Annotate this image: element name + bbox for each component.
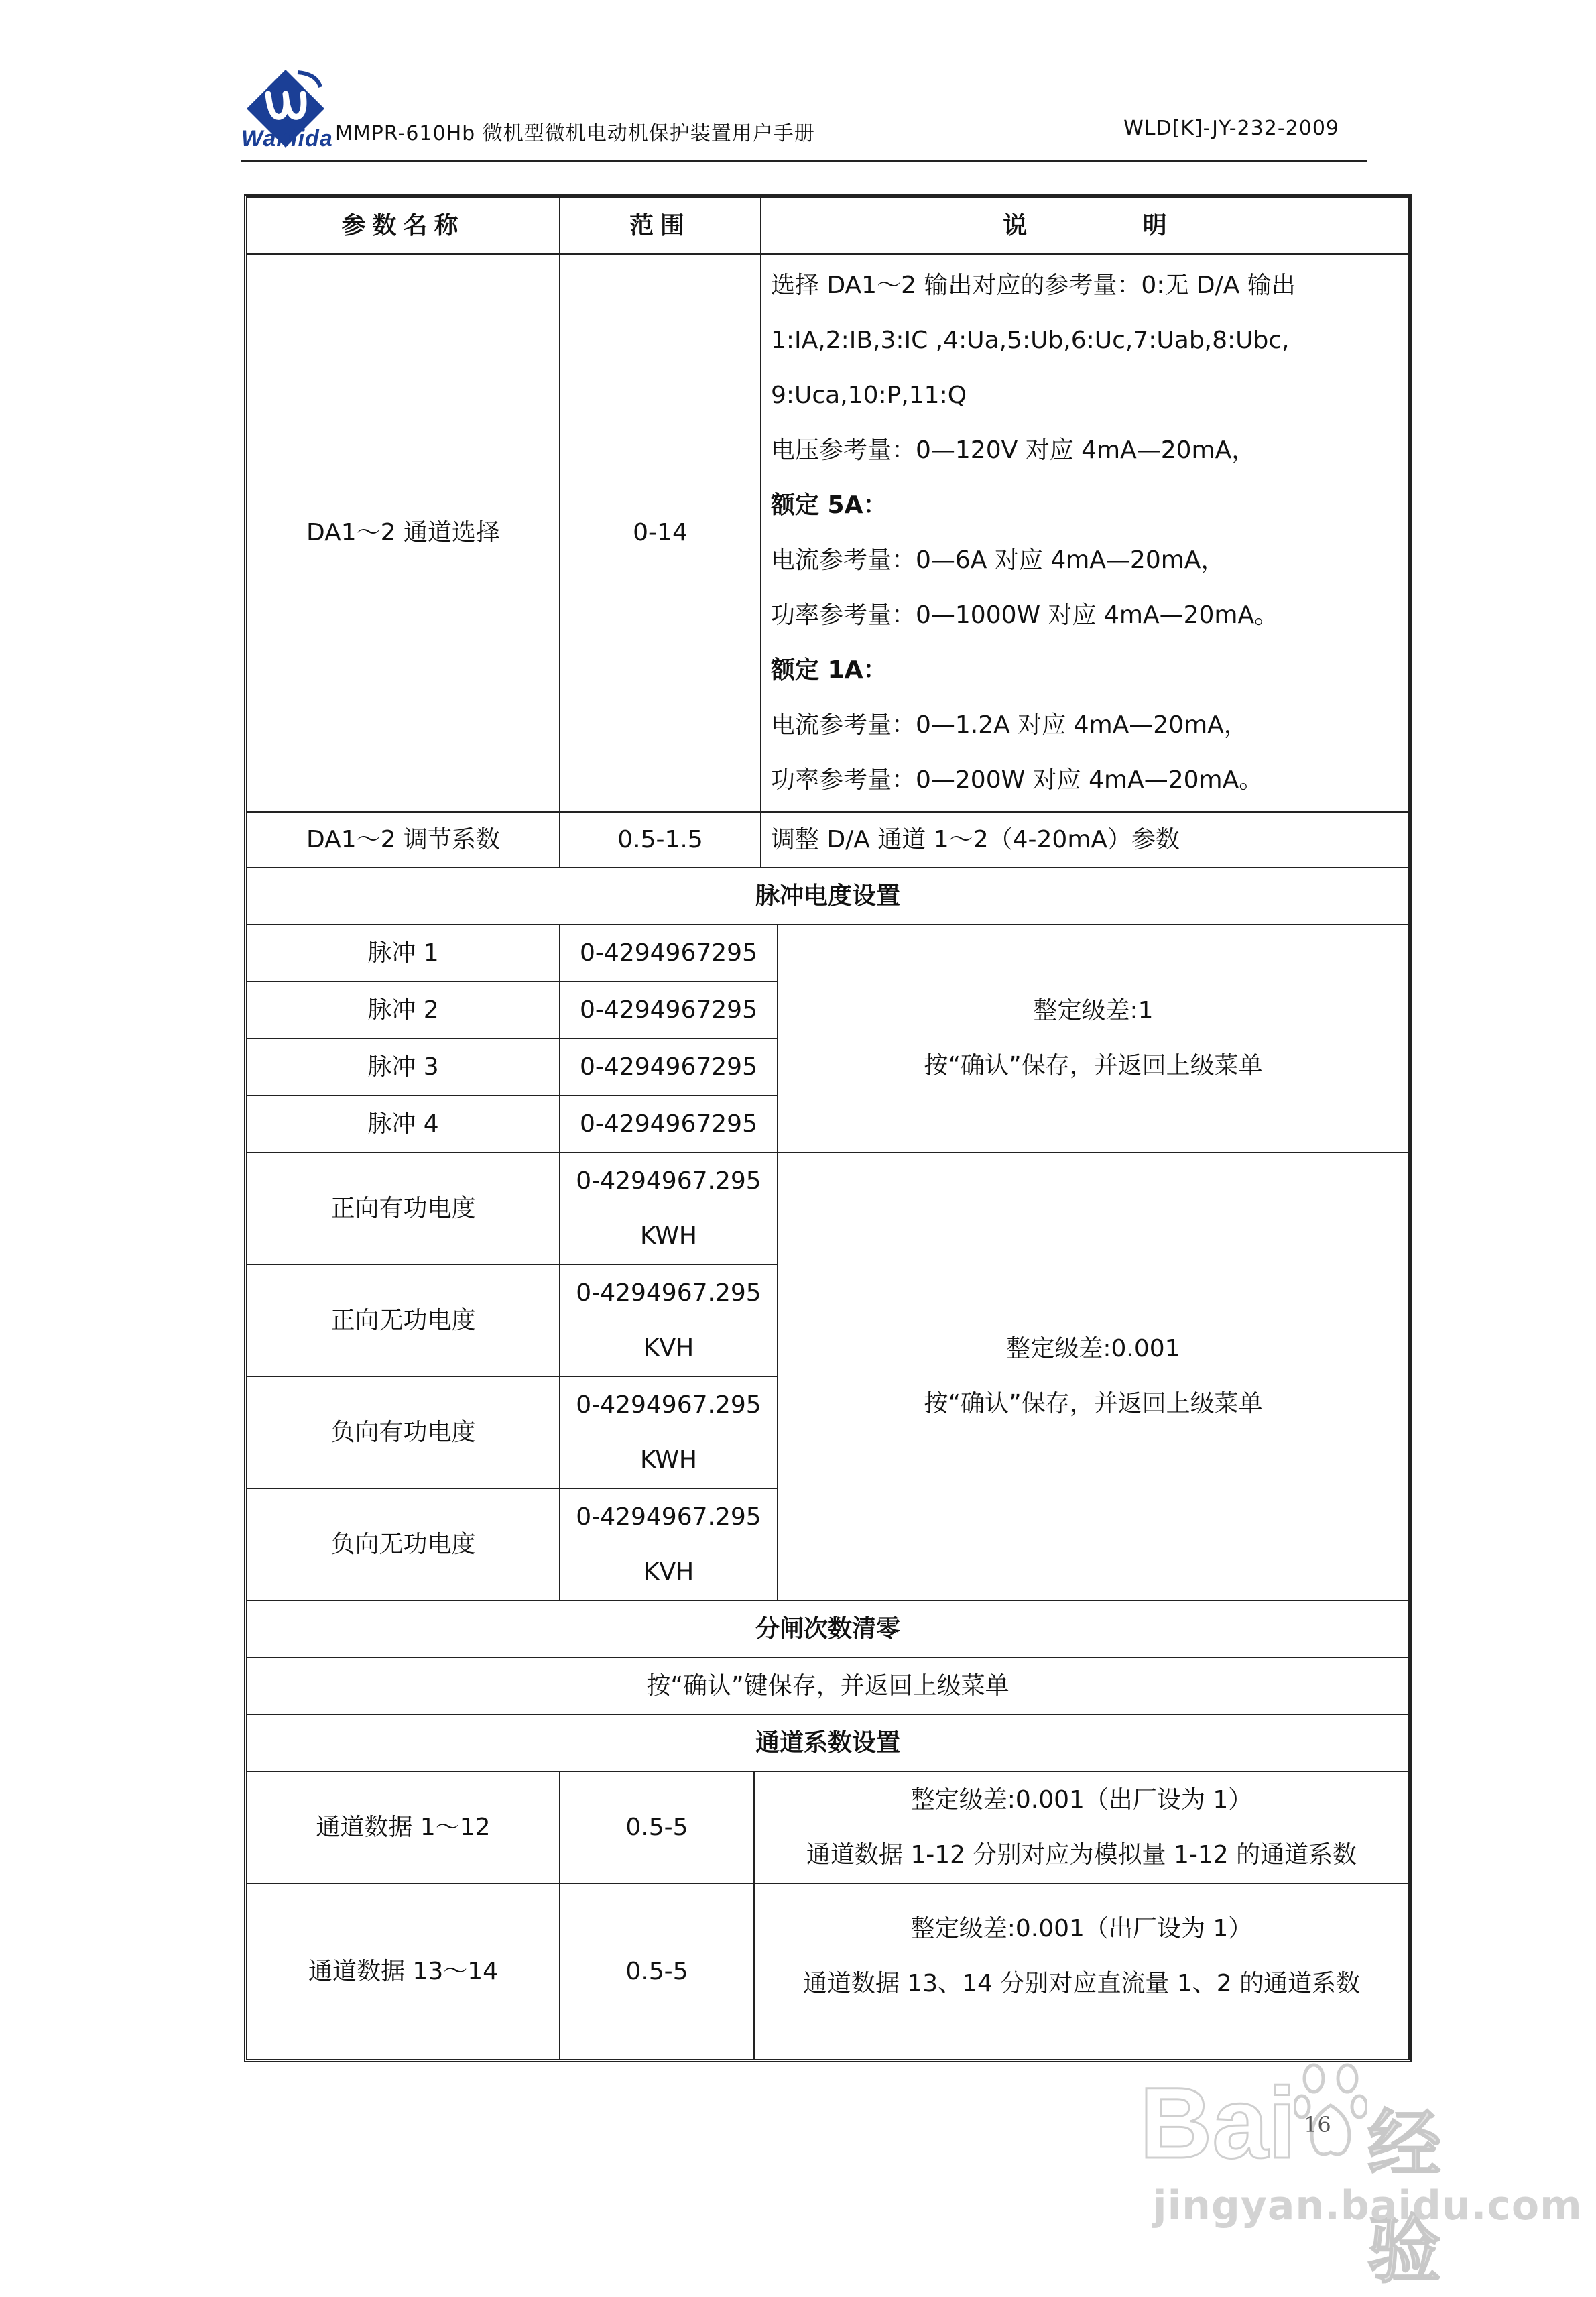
da-coef-name: DA1～2 调节系数: [247, 813, 560, 868]
coef-desc-line: 通道数据 1-12 分别对应为模拟量 1-12 的通道系数: [806, 1840, 1357, 1869]
coef-row-range: 0.5-5: [560, 1884, 755, 2059]
pulse-row-name: 脉冲 3: [247, 1039, 560, 1096]
energy-range-value: 0-4294967.295: [576, 1279, 761, 1307]
pulse-row-range: 0-4294967295: [560, 1039, 778, 1096]
pulse-desc-line: 整定级差:1: [1033, 997, 1154, 1024]
column-header-range: 范围: [560, 198, 761, 255]
pulse-row-name: 脉冲 1: [247, 925, 560, 982]
column-header-description: [761, 198, 1408, 255]
energy-range-unit: KWH: [640, 1446, 697, 1474]
coef-row-description: [755, 1884, 1408, 2059]
energy-desc-line: 按“确认”保存，并返回上级菜单: [924, 1390, 1263, 1417]
column-header-description-text: 说 明: [1003, 211, 1167, 239]
watermark-brand: Bai: [1140, 2066, 1296, 2179]
coef-desc-line: 通道数据 13、14 分别对应直流量 1、2 的通道系数: [802, 1970, 1361, 1997]
column-header-name: 参数名称: [247, 198, 560, 255]
da-line: 功率参考量：0—1000W 对应 4mA—20mA。: [771, 601, 1279, 629]
coef-desc-line: 整定级差:0.001（出厂设为 1）: [910, 1915, 1253, 1942]
energy-range-value: 0-4294967.295: [576, 1167, 761, 1195]
energy-row-name: 正向无功电度: [247, 1265, 560, 1377]
da-line: 电压参考量：0—120V 对应 4mA—20mA，: [771, 436, 1256, 464]
pulse-row-range: 0-4294967295: [560, 982, 778, 1039]
parameter-table: [244, 194, 1412, 2062]
coef-desc-line: 整定级差:0.001（出厂设为 1）: [910, 1785, 1253, 1814]
da-line-rated-5a: 额定 5A：: [771, 491, 887, 519]
da-line-rated-1a: 额定 1A：: [771, 656, 887, 684]
da-line: 功率参考量：0—200W 对应 4mA—20mA。: [771, 766, 1264, 794]
energy-row-name: 负向有功电度: [247, 1377, 560, 1489]
da-line: 选择 DA1～2 输出对应的参考量：0:无 D/A 输出: [771, 272, 1296, 299]
da-channel-range: 0-14: [560, 255, 761, 813]
da-line: 1:IA,2:IB,3:IC ,4:Ua,5:Ub,6:Uc,7:Uab,8:Ubc,: [771, 327, 1290, 354]
da-line: 电流参考量：0—1.2A 对应 4mA—20mA，: [771, 711, 1248, 739]
energy-description: [778, 1153, 1408, 1601]
energy-row-range: [560, 1377, 778, 1489]
coef-row-name: 通道数据 13～14: [247, 1884, 560, 2059]
pulse-row-range: 0-4294967295: [560, 925, 778, 982]
da-coef-description: 调整 D/A 通道 1～2（4-20mA）参数: [761, 813, 1408, 868]
da-line: 9:Uca,10:P,11:Q: [771, 381, 967, 409]
watermark-cn: 经验: [1367, 2101, 1441, 2293]
pulse-row-name: 脉冲 2: [247, 982, 560, 1039]
document-code: WLD[K]-JY-232-2009: [1123, 117, 1339, 140]
energy-desc-line: 整定级差:0.001: [1006, 1335, 1180, 1362]
energy-row-range: [560, 1153, 778, 1265]
section-title-trip-reset: 分闸次数清零: [247, 1601, 1408, 1658]
coef-row-description: [755, 1772, 1408, 1884]
watermark-url: jingyan.baidu.com: [1153, 2182, 1583, 2229]
energy-range-unit: KWH: [640, 1222, 697, 1250]
logo-text: Wanlida: [241, 126, 333, 152]
energy-range-value: 0-4294967.295: [576, 1503, 761, 1531]
coef-row-range: 0.5-5: [560, 1772, 755, 1884]
energy-range-value: 0-4294967.295: [576, 1391, 761, 1419]
document-title: MMPR-610Hb 微机型微机电动机保护装置用户手册: [335, 122, 815, 145]
coef-row-name: 通道数据 1～12: [247, 1772, 560, 1884]
section-title-pulse: 脉冲电度设置: [247, 868, 1408, 925]
energy-row-range: [560, 1489, 778, 1601]
energy-row-range: [560, 1265, 778, 1377]
energy-range-unit: KVH: [643, 1334, 694, 1362]
page-number: 16: [1304, 2112, 1331, 2137]
da-channel-name: DA1～2 通道选择: [247, 255, 560, 813]
energy-row-name: 正向有功电度: [247, 1153, 560, 1265]
trip-reset-description: 按“确认”键保存，并返回上级菜单: [247, 1658, 1408, 1715]
energy-row-name: 负向无功电度: [247, 1489, 560, 1601]
da-line: 电流参考量：0—6A 对应 4mA—20mA，: [771, 546, 1225, 574]
da-coef-range: 0.5-1.5: [560, 813, 761, 868]
section-title-channel-coef: 通道系数设置: [247, 1715, 1408, 1772]
energy-range-unit: KVH: [643, 1557, 694, 1586]
page-header: [241, 47, 1367, 162]
da-channel-description: [761, 255, 1408, 813]
pulse-description: [778, 925, 1408, 1153]
pulse-desc-line: 按“确认”保存，并返回上级菜单: [924, 1052, 1263, 1079]
pulse-row-range: 0-4294967295: [560, 1096, 778, 1153]
pulse-row-name: 脉冲 4: [247, 1096, 560, 1153]
